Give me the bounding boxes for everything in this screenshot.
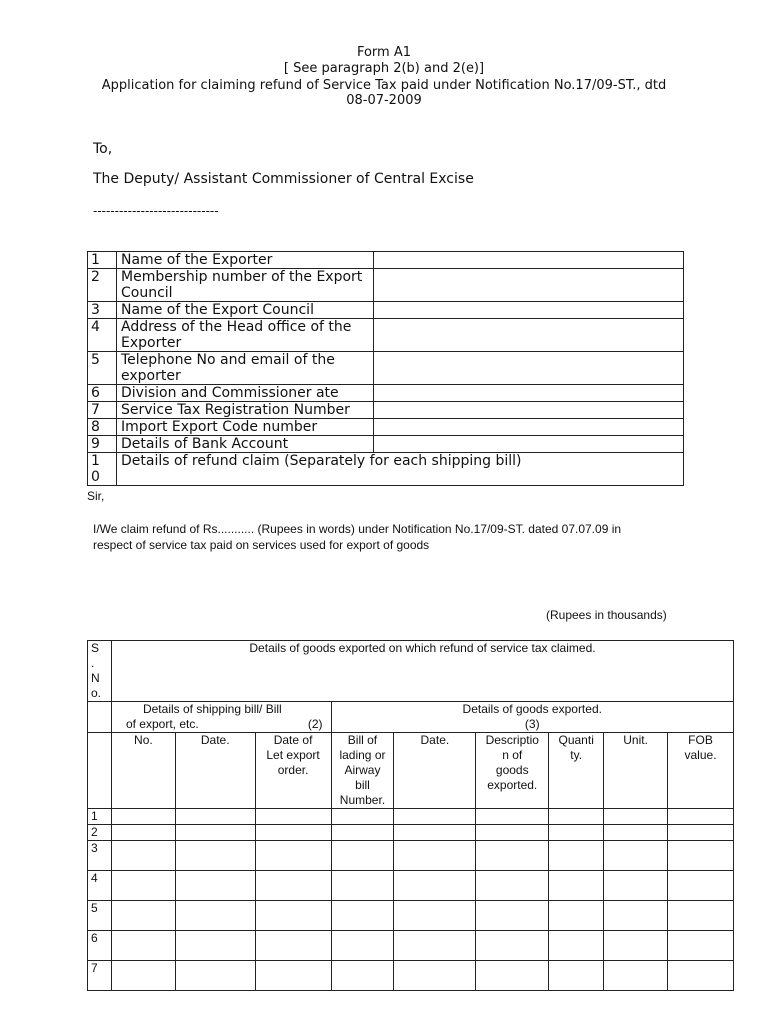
table-row: [88, 302, 684, 319]
goods-details-header: [331, 702, 734, 733]
sno-header: S . N o.: [88, 641, 112, 702]
row-number: 6: [88, 931, 112, 961]
data-cell: [668, 825, 734, 841]
col-header-let-export-date: Date of Let export order.: [255, 733, 331, 809]
row-number: 6: [88, 385, 117, 402]
data-cell: [331, 809, 394, 825]
data-cell: [549, 825, 604, 841]
col-header-quantity: Quanti ty.: [549, 733, 604, 809]
data-cell: [549, 901, 604, 931]
table-row: [88, 871, 734, 901]
table-row: [88, 961, 734, 991]
data-cell: [549, 809, 604, 825]
data-cell: [604, 825, 668, 841]
data-cell: [549, 871, 604, 901]
data-cell: [111, 825, 175, 841]
data-cell: [549, 841, 604, 871]
data-cell: [476, 961, 549, 991]
row-value-cell: [374, 269, 684, 302]
data-cell: [111, 871, 175, 901]
goods-header-number: (3): [524, 717, 540, 731]
main-header: Details of goods exported on which refund of service tax claimed.: [111, 641, 733, 702]
row-number: 1 0: [88, 453, 117, 486]
col-header-goods-date: Date.: [394, 733, 476, 809]
data-cell: [476, 809, 549, 825]
data-cell: [255, 931, 331, 961]
data-cell: [175, 871, 255, 901]
form-title: Form A1: [356, 45, 412, 60]
col-header-bill-of-lading: Bill of lading or Airway bill Number.: [331, 733, 394, 809]
data-cell: [668, 901, 734, 931]
row-value-cell: [374, 419, 684, 436]
data-cell: [476, 825, 549, 841]
row-number: 4: [88, 319, 117, 352]
row-value-cell: [374, 402, 684, 419]
data-cell: [394, 931, 476, 961]
data-cell: [175, 961, 255, 991]
table-row: [88, 453, 684, 486]
row-value-cell: [374, 302, 684, 319]
data-cell: [604, 961, 668, 991]
row-label: Import Export Code number: [117, 419, 374, 436]
data-cell: [331, 931, 394, 961]
col-header-fob-value: FOB value.: [668, 733, 734, 809]
empty-cell: [88, 733, 112, 809]
application-title-line2: 08-07-2009: [346, 93, 422, 108]
data-cell: [476, 871, 549, 901]
row-label: Name of the Exporter: [117, 252, 374, 269]
shipping-header-number: (2): [307, 717, 323, 731]
table-row: [88, 269, 684, 302]
row-value-cell: [374, 352, 684, 385]
row-number: 2: [88, 269, 117, 302]
row-label: Details of Bank Account: [117, 436, 374, 453]
table-row: [88, 385, 684, 402]
data-cell: [255, 901, 331, 931]
row-value-cell: [374, 436, 684, 453]
row-number: 3: [88, 841, 112, 871]
data-cell: [549, 931, 604, 961]
data-cell: [394, 901, 476, 931]
exporter-details-table: [87, 251, 684, 486]
shipping-header-line1: Details of shipping bill/ Bill: [142, 702, 282, 716]
row-number: 1: [88, 809, 112, 825]
recipient-line: The Deputy/ Assistant Commissioner of Central Excise: [93, 171, 474, 187]
claim-text-line1: I/We claim refund of Rs........... (Rupees in words) under Notification No.17/09-ST. dated 07.07.09 in: [93, 522, 622, 536]
data-cell: [331, 961, 394, 991]
table-row: [88, 901, 734, 931]
row-label: Membership number of the Export Council: [117, 269, 374, 302]
data-cell: [175, 931, 255, 961]
row-label: Service Tax Registration Number: [117, 402, 374, 419]
shipping-header-line2: of export, etc.: [125, 717, 199, 731]
application-title-line1: Application for claiming refund of Service Tax paid under Notification No.17/09-ST., dtd: [101, 78, 667, 93]
data-cell: [255, 825, 331, 841]
data-cell: [604, 931, 668, 961]
table-row: [88, 419, 684, 436]
data-cell: [476, 931, 549, 961]
data-cell: [476, 901, 549, 931]
row-label: Telephone No and email of the exporter: [117, 352, 374, 385]
data-cell: [111, 961, 175, 991]
claim-text-line2: respect of service tax paid on services used for export of goods: [93, 538, 430, 552]
row-number: 7: [88, 402, 117, 419]
data-cell: [331, 825, 394, 841]
data-cell: [668, 841, 734, 871]
col-header-no: No.: [111, 733, 175, 809]
data-cell: [255, 871, 331, 901]
row-label: Division and Commissioner ate: [117, 385, 374, 402]
data-cell: [394, 841, 476, 871]
table-row: [88, 252, 684, 269]
table-row: [88, 931, 734, 961]
data-cell: [255, 841, 331, 871]
data-cell: [604, 871, 668, 901]
row-number: 8: [88, 419, 117, 436]
row-number: 5: [88, 352, 117, 385]
col-header-date: Date.: [175, 733, 255, 809]
row-value-cell: [374, 385, 684, 402]
table-row: [88, 825, 734, 841]
data-cell: [331, 871, 394, 901]
data-cell: [175, 901, 255, 931]
data-cell: [111, 901, 175, 931]
row-number: 3: [88, 302, 117, 319]
address-blank-line: -----------------------------: [93, 204, 219, 218]
data-cell: [476, 841, 549, 871]
data-cell: [668, 931, 734, 961]
data-cell: [604, 809, 668, 825]
row-label: Details of refund claim (Separately for each shipping bill): [117, 453, 684, 486]
data-cell: [331, 841, 394, 871]
data-cell: [668, 961, 734, 991]
data-cell: [604, 841, 668, 871]
data-cell: [255, 809, 331, 825]
table-row: [88, 841, 734, 871]
to-line: To,: [93, 141, 113, 157]
units-note: (Rupees in thousands): [546, 608, 667, 622]
col-header-description: Descriptio n of goods exported.: [476, 733, 549, 809]
data-cell: [111, 841, 175, 871]
goods-header-line1: Details of goods exported.: [462, 702, 602, 716]
row-number: 5: [88, 901, 112, 931]
data-cell: [668, 809, 734, 825]
data-cell: [175, 825, 255, 841]
data-cell: [668, 871, 734, 901]
goods-exported-table: [87, 640, 734, 991]
salutation: Sir,: [87, 489, 105, 503]
table-row: [88, 352, 684, 385]
row-number: 2: [88, 825, 112, 841]
paragraph-reference: [ See paragraph 2(b) and 2(e)]: [283, 61, 485, 76]
data-cell: [549, 961, 604, 991]
row-number: 7: [88, 961, 112, 991]
row-label: Name of the Export Council: [117, 302, 374, 319]
row-value-cell: [374, 319, 684, 352]
data-cell: [604, 901, 668, 931]
column-header-row: [88, 733, 734, 809]
data-cell: [255, 961, 331, 991]
shipping-bill-header: [111, 702, 331, 733]
table-row: [88, 319, 684, 352]
row-number: 9: [88, 436, 117, 453]
data-cell: [175, 841, 255, 871]
row-value-cell: [374, 252, 684, 269]
data-cell: [394, 871, 476, 901]
row-label: Address of the Head office of the Exporter: [117, 319, 374, 352]
table-header-row: [88, 641, 734, 702]
row-number: 4: [88, 871, 112, 901]
col-header-unit: Unit.: [604, 733, 668, 809]
data-cell: [394, 961, 476, 991]
empty-cell: [88, 702, 112, 733]
table-row: [88, 809, 734, 825]
data-cell: [175, 809, 255, 825]
data-cell: [111, 809, 175, 825]
table-header-row: [88, 702, 734, 733]
table-row: [88, 402, 684, 419]
data-cell: [111, 931, 175, 961]
data-cell: [331, 901, 394, 931]
row-number: 1: [88, 252, 117, 269]
data-cell: [394, 809, 476, 825]
table-row: [88, 436, 684, 453]
data-cell: [394, 825, 476, 841]
